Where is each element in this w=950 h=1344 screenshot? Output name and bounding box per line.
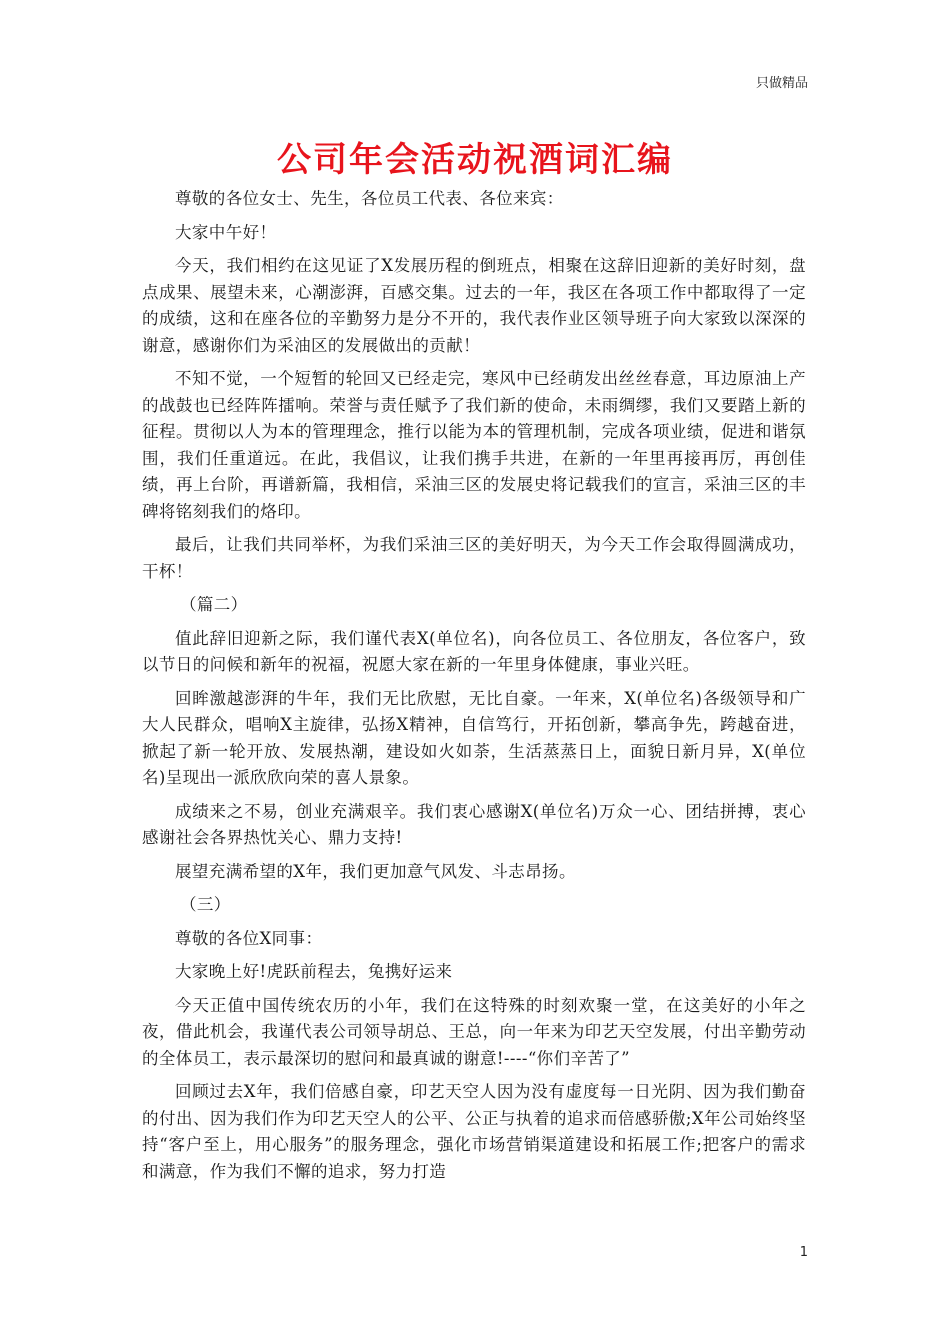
- document-body: [142, 186, 806, 1192]
- paragraph: 大家中午好！: [175, 222, 277, 242]
- paragraph: 最后，让我们共同举杯，为我们采油三区的美好明天，为今天工作会取得圆满成功，干杯！: [142, 535, 806, 581]
- paragraph: 不知不觉，一个短暂的轮回又已经走完，寒风中已经萌发出丝丝春意，耳边原油上产的战鼓也已经阵阵擂响。荣誉与责任赋予了我们新的使命，未雨绸缪，我们又要踏上新的征程。贯彻以人为本的管理理念，推行以能为本的管理机制，完成各项业绩，促进和谐氛围，我们任重道远。在此，我倡议，让我们携手共进，在新的一年里再接再厉，再创佳绩，再上台阶，再谱新篇，我相信，采油三区的发展史将记载我们的宣言，采油三区的丰碑将铭刻我们的烙印。: [142, 369, 806, 521]
- paragraph: 回眸激越澎湃的牛年，我们无比欣慰，无比自豪。一年来，X(单位名)各级领导和广大人民群众，唱响X主旋律，弘扬X精神，自信笃行，开拓创新，攀高争先，跨越奋进，掀起了新一轮开放、发展热潮，建设如火如荼，生活蒸蒸日上，面貌日新月异，X(单位名)呈现出一派欣欣向荣的喜人景象。: [142, 688, 806, 787]
- section-heading: （篇二）: [179, 595, 248, 614]
- paragraph: 值此辞旧迎新之际，我们谨代表X(单位名)，向各位员工、各位朋友，各位客户，致以节日的问候和新年的祝福，祝愿大家在新的一年里身体健康，事业兴旺。: [142, 628, 806, 674]
- paragraph: 尊敬的各位女士、先生，各位员工代表、各位来宾：: [175, 189, 564, 208]
- paragraph: 大家晚上好!虎跃前程去，兔携好运来: [175, 962, 453, 981]
- paragraph: 展望充满希望的X年，我们更加意气风发、斗志昂扬。: [175, 861, 576, 881]
- document-title: 公司年会活动祝酒词汇编: [277, 140, 673, 180]
- header-note: 只做精品: [755, 76, 808, 91]
- paragraph: 成绩来之不易，创业充满艰辛。我们衷心感谢X(单位名)万众一心、团结拼搏，衷心感谢社会各界热忱关心、鼎力支持!: [142, 801, 806, 847]
- paragraph: 回顾过去X年，我们倍感自豪，印艺天空人因为没有虚度每一日光阴、因为我们勤奋的付出、因为我们作为印艺天空人的公平、公正与执着的追求而倍感骄傲;X年公司始终坚持“客户至上，用心服务”的服务理念，强化市场营销渠道建设和拓展工作;把客户的需求和满意，作为我们不懈的追求，努力打造: [142, 1082, 806, 1181]
- paragraph: 今天，我们相约在这见证了X发展历程的倒班点，相聚在这辞旧迎新的美好时刻，盘点成果、展望未来，心潮澎湃，百感交集。过去的一年，我区在各项工作中都取得了一定的成绩，这和在座各位的辛勤努力是分不开的，我代表作业区领导班子向大家致以深深的谢意，感谢你们为采油区的发展做出的贡献！: [142, 256, 806, 355]
- section-heading: （三）: [179, 895, 231, 914]
- paragraph: 今天正值中国传统农历的小年，我们在这特殊的时刻欢聚一堂，在这美好的小年之夜，借此机会，我谨代表公司领导胡总、王总，向一年来为印艺天空发展，付出辛勤劳动的全体员工，表示最深切的慰问和最真诚的谢意!----“你们辛苦了”: [142, 995, 806, 1068]
- page-number: 1: [799, 1245, 808, 1260]
- paragraph: 尊敬的各位X同事：: [175, 928, 323, 948]
